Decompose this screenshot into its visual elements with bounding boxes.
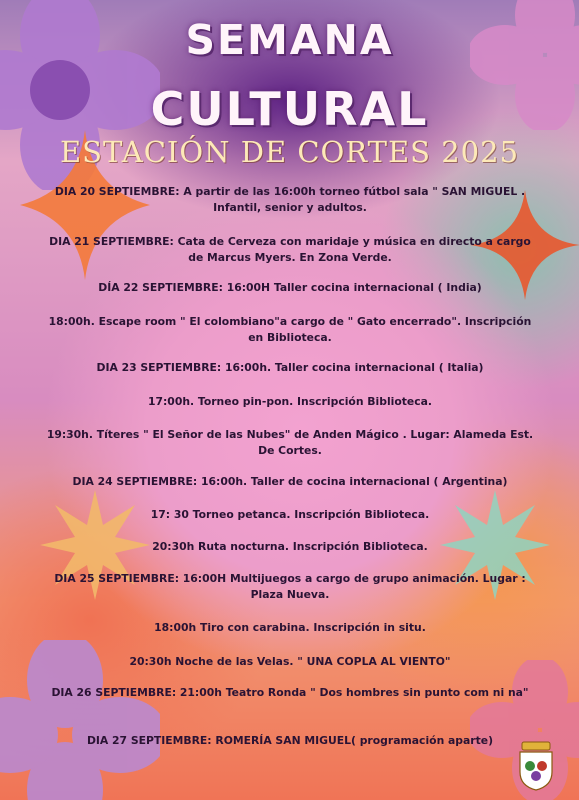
event-item: DÍA 22 SEPTIEMBRE: 16:00H Taller cocina internacional ( India): [98, 281, 482, 294]
event-item: 18:00h. Escape room " El colombiano"a cargo de " Gato encerrado". Inscripción en Biblioteca.: [48, 315, 532, 344]
title-line-3: ESTACIÓN DE CORTES 2025: [59, 135, 520, 169]
title-line-1: SEMANA: [185, 16, 394, 64]
event-item: DIA 23 SEPTIEMBRE: 16:00h. Taller cocina internacional ( Italia): [96, 361, 484, 374]
event-item: DIA 26 SEPTIEMBRE: 21:00h Teatro Ronda " Dos hombres sin punto com ni na": [51, 686, 529, 699]
municipal-crest-logo-icon: [516, 740, 556, 792]
event-item: DIA 21 SEPTIEMBRE: Cata de Cerveza con maridaje y música en directo a cargo de Marcus Myers. En Zona Verde.: [49, 235, 531, 264]
event-item: 17:00h. Torneo pin-pon. Inscripción Biblioteca.: [147, 395, 433, 408]
event-item: DIA 20 SEPTIEMBRE: A partir de las 16:00h torneo fútbol sala " SAN MIGUEL . Infantil, senior y adultos.: [54, 185, 526, 214]
event-item: 18:00h Tiro con carabina. Inscripción in situ.: [154, 621, 426, 634]
event-item: 17: 30 Torneo petanca. Inscripción Biblioteca.: [150, 508, 430, 521]
event-item: 20:30h Ruta nocturna. Inscripción Biblioteca.: [152, 540, 428, 553]
event-item: DIA 27 SEPTIEMBRE: ROMERÍA SAN MIGUEL( programación aparte): [86, 734, 494, 747]
event-item: 20:30h Noche de las Velas. " UNA COPLA AL VIENTO": [129, 655, 451, 668]
event-item: DIA 25 SEPTIEMBRE: 16:00H Multijuegos a cargo de grupo animación. Lugar : Plaza Nueva.: [54, 572, 526, 601]
event-item: DIA 24 SEPTIEMBRE: 16:00h. Taller de cocina internacional ( Argentina): [72, 475, 508, 488]
title-line-2: CULTURAL: [150, 82, 429, 136]
event-item: 19:30h. Títeres " El Señor de las Nubes" de Anden Mágico . Lugar: Alameda Est. De Cortes.: [46, 428, 534, 457]
